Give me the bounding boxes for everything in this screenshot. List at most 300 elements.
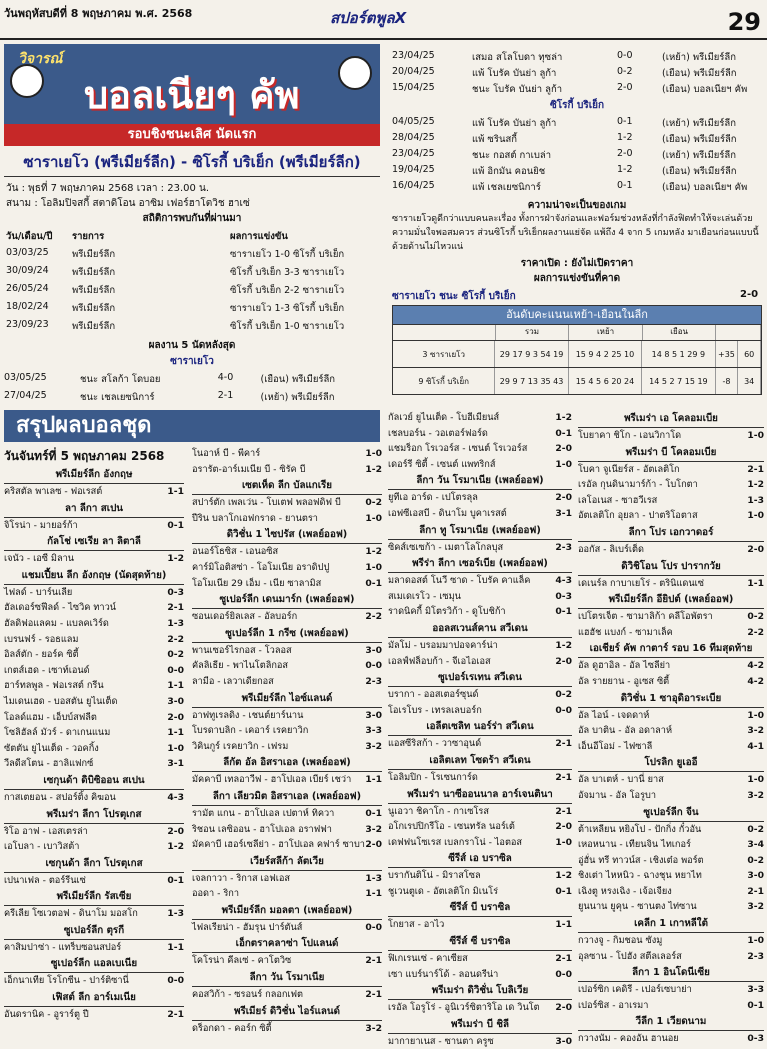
standings-group: เหย้า xyxy=(569,325,643,340)
result-score: 1-1 xyxy=(167,680,184,692)
result-row xyxy=(578,477,764,493)
league-heading: เอ็กตราคลาซ่า โปแลนด์ xyxy=(192,935,382,953)
matchup-title: ซาราเยโว (พรีเมียร์ลีก) - ซิโรกี้ บริเย็ก (พรีเมียร์ลีก) xyxy=(4,147,380,177)
result-row xyxy=(578,508,764,524)
result-teams: โบยาคา ชิโก - เอนวิกาโด xyxy=(578,430,682,441)
result-row xyxy=(388,868,572,884)
league-heading: พรีเมร่า ลีกา โปรตุเกส xyxy=(4,806,184,824)
result-teams: โคโรน่า คีลเซ่ - คาโตวิซ xyxy=(192,955,292,967)
result-row xyxy=(388,1034,572,1049)
result-row xyxy=(388,638,572,654)
result-teams: แชมร็อก โรเวอร์ส - เซนต์ โรเวอร์ส xyxy=(388,443,528,455)
result-score: 4-3 xyxy=(167,791,184,803)
result-teams: ชูเวนตูเด - อัตเลติโก มิเนโร่ xyxy=(388,885,499,897)
result-score: 1-3 xyxy=(747,494,764,506)
form-cell: แพ้ ซรินสกี้ xyxy=(472,134,517,145)
league-heading: ลีกา ทู โรมาเนีย (เพลย์ออฟ) xyxy=(388,522,572,540)
result-score: 4-2 xyxy=(747,675,764,687)
result-row xyxy=(192,772,382,788)
standings-cell: 60 xyxy=(738,341,761,367)
result-score: 3-2 xyxy=(747,725,764,737)
last5-title: ผลงาน 5 นัดหลังสุด xyxy=(148,340,236,351)
form-cell: 27/04/25 xyxy=(4,390,47,401)
form-cell: (เยือน) พรีเมียร์ลีก xyxy=(260,374,336,385)
result-score: 0-1 xyxy=(167,874,184,886)
h2h-col-header: รายการ xyxy=(72,231,105,242)
result-teams: โอลิมปิก - โรเซนการ์ด xyxy=(388,771,478,783)
league-heading: โปรลิก ยูเออี xyxy=(578,754,764,772)
result-score: 0-2 xyxy=(365,497,382,509)
preview-banner xyxy=(4,44,380,124)
form-cell: 2-1 xyxy=(217,390,234,401)
result-score: 0-1 xyxy=(365,807,382,819)
form-cell: แพ้ โบรัค บันย่า ลูก้า xyxy=(472,68,557,79)
league-heading: ซูเปอร์ลีก เดนมาร์ก (เพลย์ออฟ) xyxy=(192,591,382,609)
result-teams: เอ็กนาเทีย โรโกซีน - ปาร์ติซานี่ xyxy=(4,975,129,987)
league-heading: เฟิสต์ ลีก อาร์เมเนีย xyxy=(4,989,184,1007)
result-score: 0-0 xyxy=(365,921,382,933)
result-row xyxy=(4,647,184,663)
result-score: 1-3 xyxy=(167,908,184,920)
result-row xyxy=(578,542,764,558)
preview-title: บอลเนียๆ คัพ xyxy=(84,73,300,117)
league-heading: พรีเมียร์ลีก มอลตา (เพลย์ออฟ) xyxy=(192,902,382,920)
result-score: 1-2 xyxy=(167,553,184,565)
league-heading: ดิวิชิโอน โปร ปารากวัย xyxy=(578,558,764,576)
result-row xyxy=(192,495,382,511)
analysis-text: ซาราเยโวดูดีกว่าแบบคนละเรื่อง ทั้งการฝ่าจังก่อนและฟอร์มช่วงหลังที่กำลังฟิตทำให้จะเล่นด้วยความมั่นใจพอสมควร ส่วนซิโรกี้ บริเย็กผลงานแย่จัด แพ้ถึง 4 จาก 5 เกมหลัง มาเยือนก่อนแบบนี้ด้วยด้านไม่ไหวแน่ xyxy=(392,214,759,252)
league-heading: ดิวิชั่น 1 ไซปรัส (เพลย์ออฟ) xyxy=(192,526,382,544)
h2h-cell: ซิโรกี้ บริเย็ก 1-0 ซาราเยโว xyxy=(230,321,345,332)
result-score: 2-1 xyxy=(167,1009,184,1021)
result-row xyxy=(388,506,572,522)
standings-cell: 14 5 2 7 15 19 xyxy=(642,368,715,394)
result-teams: คริสตัล พาเลซ - ฟอเรสต์ xyxy=(4,486,103,497)
h2h-cell: 26/05/24 xyxy=(6,283,49,294)
league-heading: พรีเมร่า เอ โคลอมเบีย xyxy=(578,410,764,428)
result-score: 0-0 xyxy=(167,664,184,676)
venue-info: สนาม : โอลิมปิจสกี้ สตาดิโอน อาซิม เฟอร์ฮาโตวิช ฮาเซ่ xyxy=(6,198,250,209)
h2h-cell: 18/02/24 xyxy=(6,301,49,312)
result-score: 0-3 xyxy=(555,590,572,602)
result-teams: อัตเลติโก อุยลา - ปาตริโอตาส xyxy=(578,510,698,522)
result-teams: วิคินกูร์ เรคยาวิก - เฟรม xyxy=(192,740,289,752)
result-teams: ต้าเหลียน หยิงโป - ปักกิ่ง กั๋วอัน xyxy=(578,823,702,835)
result-score: 2-0 xyxy=(747,543,764,555)
result-score: 3-1 xyxy=(555,507,572,519)
result-row xyxy=(4,790,184,806)
result-row xyxy=(578,949,764,965)
form-cell: 23/04/25 xyxy=(392,148,435,159)
standings-table xyxy=(392,305,762,395)
result-score: 0-0 xyxy=(555,704,572,716)
h2h-cell: ซาราเยโว 1-0 ซิโรกี้ บริเย็ก xyxy=(230,249,345,260)
result-score: 2-0 xyxy=(555,492,572,504)
league-heading: พรีเมียร์ ดิวิชั่น ไอร์แลนด์ xyxy=(192,1003,382,1021)
result-teams: รามัต แกน - ฮาโปเอล เปตาห์ ทิควา xyxy=(192,807,335,819)
standings-group: รวม xyxy=(496,325,570,340)
result-score: 2-0 xyxy=(555,821,572,833)
result-row xyxy=(578,837,764,853)
form-cell: 2-0 xyxy=(617,82,633,93)
result-score: 3-2 xyxy=(747,789,764,801)
result-teams: มัลโม่ - บรอมมาปอจคาร์น่า xyxy=(388,639,498,651)
result-row xyxy=(578,998,764,1014)
result-row xyxy=(4,756,184,772)
form-cell: 2-0 xyxy=(617,148,633,159)
result-score: 3-0 xyxy=(747,870,764,882)
result-score: 3-0 xyxy=(167,695,184,707)
form-cell: 4-0 xyxy=(217,372,234,383)
result-row xyxy=(578,822,764,838)
result-score: 3-0 xyxy=(365,644,382,656)
result-teams: ฮัลเดอร์ซฟีลด์ - ไซวิค ทาวน์ xyxy=(4,602,117,614)
result-score: 2-1 xyxy=(555,805,572,817)
result-score: 1-2 xyxy=(365,463,382,475)
result-teams: บรากันติโน่ - มิราสโซล xyxy=(388,870,481,882)
form-cell: (เยือน) บอลเนียฯ คัพ xyxy=(662,182,748,193)
standings-cell: -8 xyxy=(716,368,739,394)
result-score: 1-1 xyxy=(167,941,184,953)
result-score: 2-1 xyxy=(555,771,572,783)
standings-cell: +35 xyxy=(716,341,739,367)
result-score: 0-0 xyxy=(555,968,572,980)
league-heading: ซูเปอร์ลีก ตุรกี xyxy=(4,922,184,940)
result-score: 2-3 xyxy=(365,675,382,687)
standings-cell: 3 ซาราเยโว xyxy=(393,341,495,367)
analysis-title: ความน่าจะเป็นของเกม xyxy=(527,200,627,211)
standings-title: อันดับคะแนนเหย้า-เยือนในลีก xyxy=(393,306,761,324)
result-row xyxy=(578,982,764,998)
result-row xyxy=(578,1031,764,1047)
standings-cell: 34 xyxy=(738,368,761,394)
result-row xyxy=(192,920,382,936)
result-teams: กัลเวย์ ยูไนเต็ด - โบฮีเมียนส์ xyxy=(388,412,500,423)
form-cell: 23/04/25 xyxy=(392,50,435,61)
result-teams: เปนาเฟล - ตอร์รีนเซ่ xyxy=(4,874,86,886)
result-teams: เดอร์รี ซิตี้ - เซนต์ แพทริกส์ xyxy=(388,458,496,470)
result-score: 2-1 xyxy=(747,463,764,475)
result-teams: ซิคส์เซเซก้า - เมตาโลโกลบุส xyxy=(388,541,504,553)
result-teams: เหอหนาน - เทียนจิน ไทเกอร์ xyxy=(578,839,691,851)
result-teams: โบรดาบลิก - เคอาร์ เรคยาวิก xyxy=(192,725,309,737)
result-score: 0-2 xyxy=(167,649,184,661)
result-score: 0-2 xyxy=(747,611,764,623)
h2h-cell: พรีเมียร์ลีก xyxy=(72,249,116,260)
result-score: 2-2 xyxy=(365,611,382,623)
result-row xyxy=(192,643,382,659)
result-teams: จิโรน่า - มายอร์ก้า xyxy=(4,519,78,531)
result-score: 2-3 xyxy=(555,541,572,553)
result-row xyxy=(192,511,382,527)
h2h-cell: พรีเมียร์ลีก xyxy=(72,267,116,278)
result-score: 3-2 xyxy=(365,823,382,835)
league-heading: ลีกา วัน โรมาเนีย (เพลย์ออฟ) xyxy=(388,472,572,490)
result-row xyxy=(578,674,764,690)
result-score: 2-1 xyxy=(555,738,572,750)
result-row xyxy=(578,609,764,625)
result-score: 1-1 xyxy=(365,888,382,900)
result-teams: เอโบลา - เบาวิสต้า xyxy=(4,841,80,853)
league-heading: กัลโช่ เซเรีย ลา ลิตาลี xyxy=(4,533,184,551)
league-heading: พรีเมียร์ลีก อียิปต์ (เพลย์ออฟ) xyxy=(578,591,764,609)
result-row xyxy=(4,973,184,989)
result-row xyxy=(192,560,382,576)
summary-banner: สรุปผลบอลชุด xyxy=(4,410,380,442)
result-row xyxy=(4,663,184,679)
result-teams: โบคา จูเนียร์ส - อัตเลติโก xyxy=(578,463,680,475)
result-teams: ซอนเดอร์ยิลเลส - อัลบอร์ก xyxy=(192,611,298,623)
result-row xyxy=(578,788,764,804)
result-teams: ดร็อกดา - คอร์ก ซิตี้ xyxy=(192,1022,272,1034)
league-heading: ซีรีส์ ซี บราซิล xyxy=(388,933,572,951)
result-score: 3-4 xyxy=(747,839,764,851)
result-score: 2-1 xyxy=(365,955,382,967)
league-heading: เอเชียร์ คัพ กาตาร์ รอบ 16 ทีมสุดท้าย xyxy=(578,640,764,658)
form-cell: 0-1 xyxy=(617,180,633,191)
result-teams: ออดา - ริกา xyxy=(192,888,239,900)
result-score: 3-2 xyxy=(747,901,764,913)
league-heading: วีลีก 1 เวียดนาม xyxy=(578,1013,764,1031)
predict-score: 2-0 xyxy=(740,289,759,300)
result-teams: ยูทีเอ อาร์ด - เปโตรลุล xyxy=(388,492,478,504)
result-score: 4-3 xyxy=(555,575,572,587)
result-teams: ยูนนาน ยูคุน - ซานตง ไท่ซาน xyxy=(578,901,697,913)
round-label: รอบชิงชนะเลิศ นัดแรก xyxy=(4,124,380,146)
result-score: 1-2 xyxy=(555,412,572,423)
result-teams: อโกเรปปิกรีโอ - เซนทรัล นอร์เต้ xyxy=(388,821,515,833)
form-cell: 04/05/25 xyxy=(392,116,435,127)
result-teams: โอโมเนีย 29 เอ็ม - เนีย ซาลามิส xyxy=(192,577,322,589)
result-teams: มัคคาบี เทลอาวีฟ - ฮาโปเอล เบียร์ เชว่า xyxy=(192,774,352,786)
standings-cell: 15 4 5 6 20 24 xyxy=(569,368,642,394)
league-heading: เซกุนด้า ลีกา โปรตุเกส xyxy=(4,855,184,873)
result-row xyxy=(578,868,764,884)
result-row xyxy=(192,609,382,625)
result-row xyxy=(578,884,764,900)
form-cell: (เยือน) บอลเนียฯ คัพ xyxy=(662,84,748,95)
form-cell: 03/05/25 xyxy=(4,372,47,383)
results-column-2 xyxy=(192,446,382,1036)
form-cell: (เยือน) พรีเมียร์ลีก xyxy=(662,134,737,145)
result-row xyxy=(192,1021,382,1037)
result-row xyxy=(192,462,382,478)
result-score: 0-1 xyxy=(555,606,572,618)
form-cell: แพ้ อิกมัน คอนยิช xyxy=(472,166,546,177)
form-cell: 0-1 xyxy=(617,116,633,127)
result-teams: มลาดอสต์ โนวี ซาด - โบรัค คาแล็ค xyxy=(388,575,531,587)
odds-title: ราคาเปิด : ยังไม่เปิดราคา xyxy=(520,258,634,269)
result-score: 4-2 xyxy=(747,660,764,672)
result-score: 1-0 xyxy=(747,709,764,721)
result-teams: เฉิงตู หรงเฉิง - เจ้อเจียง xyxy=(578,885,672,897)
result-row xyxy=(192,739,382,755)
result-score: 0-1 xyxy=(167,519,184,531)
league-heading: เอลิตเลท โซดร้า สวีเดน xyxy=(388,752,572,770)
result-row xyxy=(578,853,764,869)
result-row xyxy=(388,441,572,457)
result-teams: อาฟทูเรลดิง - เชนต์ยาร์นาน xyxy=(192,709,304,721)
form-cell: ชนะ โบรัค บันย่า ลูก้า xyxy=(472,84,563,95)
league-heading: ซูเปอร์ลีก จีน xyxy=(578,804,764,822)
league-heading: เซกุนด้า ดิบิซิออน สเปน xyxy=(4,772,184,790)
standings-cell: 15 9 4 2 25 10 xyxy=(569,341,642,367)
result-row xyxy=(4,632,184,648)
result-score: 0-1 xyxy=(365,577,382,589)
result-row xyxy=(192,446,382,462)
result-row xyxy=(192,674,382,690)
result-score: 2-1 xyxy=(555,953,572,965)
result-teams: อนอร์โธซิส - เอนอซิส xyxy=(192,546,279,558)
result-score: 2-1 xyxy=(365,989,382,1001)
result-teams: เอลฟ์ฟล็อบก้า - จีเอไอเอส xyxy=(388,655,491,667)
league-heading: ลีกัต อัล อิสราเอล (เพลย์ออฟ) xyxy=(192,754,382,772)
result-row xyxy=(4,1007,184,1023)
team1-name: ซาราเยโว xyxy=(170,356,214,367)
league-heading: ลีกา เลียวมิต อิสราเอล (เพลย์ออฟ) xyxy=(192,788,382,806)
form-cell: 0-0 xyxy=(617,50,633,61)
result-score: 1-2 xyxy=(555,870,572,882)
result-teams: ริชอน เลซิออน - ฮาโปเอล อราฟฟา xyxy=(192,823,332,835)
result-teams: อัล บาติน - อัล อดาลาห์ xyxy=(578,725,673,737)
page-header xyxy=(0,0,767,40)
result-score: 1-2 xyxy=(747,479,764,491)
result-teams: ริโอ อาฟ - เอสเตรล่า xyxy=(4,825,88,837)
form-cell: (เหย้า) พรีเมียร์ลีก xyxy=(662,150,736,161)
page-number: 29 xyxy=(727,8,761,36)
team2-name: ซิโรกี้ บริเย็ก xyxy=(549,100,605,111)
form-cell: 1-2 xyxy=(617,164,633,175)
result-row xyxy=(578,658,764,674)
result-score: 1-0 xyxy=(365,512,382,524)
result-score: 0-1 xyxy=(555,427,572,439)
result-row xyxy=(388,573,572,589)
result-row xyxy=(4,678,184,694)
h2h-cell: พรีเมียร์ลีก xyxy=(72,285,116,296)
form-cell: แพ้ โบรัค บันย่า ลูก้า xyxy=(472,118,557,129)
league-heading: ลีกา โปร เอกวาดอร์ xyxy=(578,524,764,542)
result-teams: ฮัลดิฟอแลคม - แบลคเวิร์ด xyxy=(4,617,109,629)
result-teams: เซา แบร์นาร์โด้ - ลอนดรีน่า xyxy=(388,968,499,980)
result-teams: อัล ดูฮาอิล - อัล ไซลีย่า xyxy=(578,660,671,672)
result-score: 3-3 xyxy=(747,984,764,996)
league-heading: พรีเมร่า ดิวิชั่น โบลิเวีย xyxy=(388,982,572,1000)
result-teams: เบรนฟร์ - รอธแลม xyxy=(4,633,79,645)
result-score: 1-0 xyxy=(365,561,382,573)
result-row xyxy=(388,951,572,967)
league-heading: ดิวิชั่น 1 ซาอุดิอาระเบีย xyxy=(578,690,764,708)
result-teams: เอ็นอีโอม่ - ไฟซาลี xyxy=(578,740,653,752)
result-row xyxy=(388,835,572,851)
result-teams: เปอร์ซิส - อาเรมา xyxy=(578,999,649,1011)
h2h-title: สถิติการพบกันที่ผ่านมา xyxy=(142,213,242,224)
result-teams: คาสิมปาซ่า - แทร็บซอนสปอร์ xyxy=(4,941,122,953)
form-cell: (เยือน) พรีเมียร์ลีก xyxy=(662,68,737,79)
result-row xyxy=(192,871,382,887)
result-teams: ออกัส - ลิเบร์เต็ด xyxy=(578,543,644,555)
result-score: 1-1 xyxy=(167,727,184,739)
standings-cell: 29 9 7 13 35 43 xyxy=(495,368,568,394)
h2h-cell: พรีเมียร์ลีก xyxy=(72,303,116,314)
result-row xyxy=(192,886,382,902)
h2h-cell: พรีเมียร์ลีก xyxy=(72,321,116,332)
result-teams: แอสซีริสก้า - วาซาอุนด์ xyxy=(388,738,482,750)
results-column-1 xyxy=(4,446,184,1023)
result-row xyxy=(388,917,572,933)
result-score: 2-2 xyxy=(167,633,184,645)
result-score: 0-3 xyxy=(747,1033,764,1045)
result-row xyxy=(388,540,572,556)
league-heading: ซีรีส์ บี บราซิล xyxy=(388,899,572,917)
league-heading: ลา ลีกา สเปน xyxy=(4,500,184,518)
result-teams: เดเนร์ล กาบาเยโร่ - ตรินิแดนเซ่ xyxy=(578,577,705,589)
result-score: 1-0 xyxy=(747,430,764,441)
result-teams: เปโตรเจ็ต - ซามาลิก้า คลีโอพัตรา xyxy=(578,611,713,623)
result-score: 0-0 xyxy=(365,660,382,672)
result-score: 0-2 xyxy=(555,689,572,701)
result-teams: สเมเดเรโว - เซมุน xyxy=(388,590,461,602)
result-score: 2-0 xyxy=(167,711,184,723)
result-row xyxy=(4,551,184,567)
result-row xyxy=(388,736,572,752)
league-heading: พรีเมียร์ลีก ไอซ์แลนด์ xyxy=(192,690,382,708)
league-heading: เซตเห็ด ลีก บัลแกเรีย xyxy=(192,477,382,495)
form-cell: ชนะ เชลเยซนิการ์ xyxy=(80,392,155,403)
league-heading: ซูเปอร์ลีก 1 กรีซ (เพลย์ออฟ) xyxy=(192,625,382,643)
result-teams: อรารัต-อาร์เมเนีย บี - ซิรัค บี xyxy=(192,463,306,475)
h2h-col-header: ผลการแข่งขัน xyxy=(230,231,288,242)
h2h-cell: ซาราเยโว 1-3 ซิโรกี้ บริเย็ก xyxy=(230,303,345,314)
league-heading: พรีเมร่า นาซีออนนาล อาร์เจนตินา xyxy=(388,786,572,804)
result-teams: อันดรานิค - อูราร์ตู ปี xyxy=(4,1009,89,1021)
result-row xyxy=(578,772,764,788)
result-teams: อิลส์ตัก - ยอร์ค ซิตี้ xyxy=(4,649,79,661)
standings-row xyxy=(393,367,761,394)
results-day: วันจันทร์ที่ 5 พฤษภาคม 2568 xyxy=(4,449,165,463)
result-teams: อัล รายยาน - อูเซส ซิตี้ xyxy=(578,675,670,687)
result-teams: เอฟซีเอสบี - ดินาโม บูคาเรสต์ xyxy=(388,507,507,519)
result-score: 0-2 xyxy=(747,823,764,835)
result-score: 1-0 xyxy=(365,448,382,459)
form-cell: (เหย้า) พรีเมียร์ลีก xyxy=(260,392,335,403)
result-row xyxy=(388,770,572,786)
result-row xyxy=(192,576,382,592)
result-teams: คอสวิก้า - ซรอนร์ กลอกเฟต xyxy=(192,989,304,1001)
result-teams: อุลซาน - โปฮัง สตีลเลอร์ส xyxy=(578,950,682,962)
predict-title: ผลการแข่งขันที่คาด xyxy=(533,273,621,284)
form-cell: ชนะ กอสต์ กาเบล่า xyxy=(472,150,552,161)
result-score: 2-3 xyxy=(747,950,764,962)
result-teams: เจนัว - เอซี มิลาน xyxy=(4,553,75,565)
result-row xyxy=(388,819,572,835)
form-cell: เสมอ สโลโบดา ทุซล่า xyxy=(472,52,563,63)
result-row xyxy=(388,589,572,605)
result-row xyxy=(192,837,382,853)
result-teams: ไมเดนเฮด - บอสตัน ยูไนเต็ด xyxy=(4,695,118,707)
result-row xyxy=(4,873,184,889)
result-teams: เกตส์เฮด - เซาท์เอนด์ xyxy=(4,664,90,676)
result-score: 1-0 xyxy=(555,458,572,470)
form-cell: 0-2 xyxy=(617,66,633,77)
result-row xyxy=(578,723,764,739)
result-teams: ฮาร์ทลพูล - ฟอเรสต์ กรีน xyxy=(4,680,104,692)
h2h-col-header: วัน/เดือน/ปี xyxy=(6,231,53,242)
result-row xyxy=(578,493,764,509)
standings-cell: 14 8 5 1 29 9 xyxy=(642,341,715,367)
result-teams: กวางจู - กิมชอน ซังมู xyxy=(578,935,663,947)
standings-group: เยือน xyxy=(643,325,717,340)
result-score: 1-1 xyxy=(747,577,764,589)
